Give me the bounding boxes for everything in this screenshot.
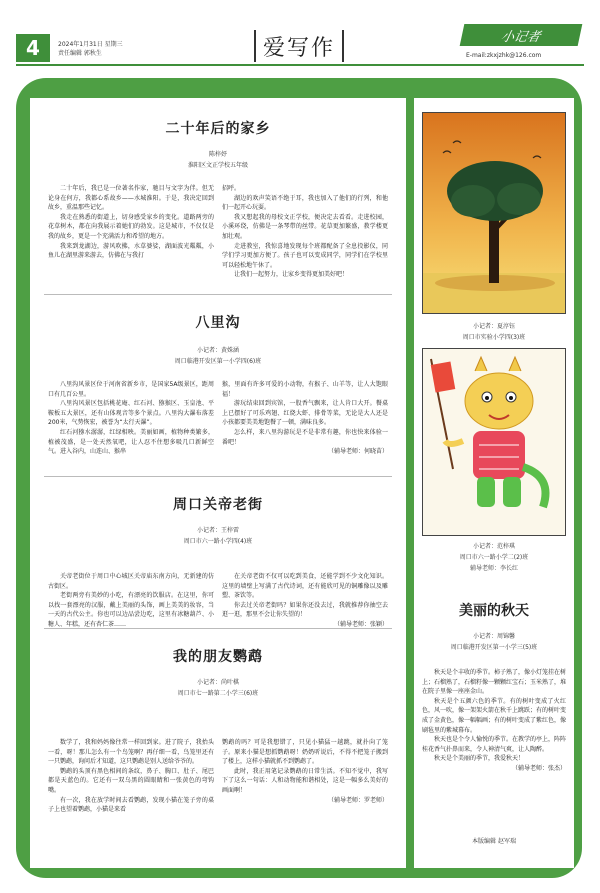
dragon-painting: [422, 348, 566, 536]
paragraph: 鹦鹉的吗？可是我想错了，只见小猫猛一越跳，就扑向了笼子。原来小猫是想抓鹦鹉呀！奶奶听说后，不得不把笼子搬到了楼上，这样小猫就抓不到鹦鹉了。: [222, 739, 388, 766]
paragraph: 你去过关帝老街吗？如果你还没去过，我就推荐你抽空去逛一逛，那里不会让你失望的！: [222, 601, 388, 619]
sunset-tree-painting: [422, 112, 566, 314]
paragraph: 我又想起我的母校文正学校，便决定去看看。走进校园，小溪环绕，仿佛是一条琴带的丝带。花草更加繁盛，教学楼更加壮观。: [222, 213, 388, 240]
painting-2-teacher: 辅导老师：李长红: [469, 565, 518, 572]
teacher-signature: （辅导老师：何晓苗）: [327, 448, 388, 456]
teacher-signature: （辅导老师：张颖）: [333, 620, 388, 628]
article-2-author: 小记者：黄姝涵: [196, 347, 239, 354]
paragraph: 湖边的欢声笑语不绝于耳，我也加入了他们的行列，和他们一起开心玩耍。: [222, 194, 388, 212]
paragraph: 走进教室，我惊喜地发现每个班都配备了全息投影仪，同学们学习更加方便了。孩子也可以变成同学，同学们在学校里可以轻松地午休了。: [222, 242, 388, 269]
articles-panel: [30, 98, 406, 868]
paragraph: 在关帝老街不仅可以吃到美食，还能学到不少文化知识。这里的墙壁上写满了古代诗词，还有能欣可见的铜雕像以及雕塑、茶饮等。: [222, 573, 388, 600]
article-4-school: 周口市七一路第二小学三(6)班: [177, 690, 259, 697]
sunset-tree-icon: [423, 113, 566, 314]
article-2-title: 八里沟: [195, 315, 241, 331]
poem-author: 小记者：周锦馨: [472, 633, 515, 640]
paragraph: 怎么样，来八里沟游玩是不是非常有趣，你也快来体验一番吧！: [222, 428, 388, 446]
poem-title: 美丽的秋天: [459, 603, 529, 619]
paragraph: 我走在熟悉的街道上，切身感受家乡的变化。道路两旁的花草树木，都在向我展示着她们的勃发。这是城市，不仅仅是我的故乡，更是一个充满活力和希望的地方。: [48, 213, 214, 240]
article-4-author: 小记者：尚叶棋: [196, 679, 239, 686]
header-rule: [16, 64, 584, 66]
article-1-col-1: [48, 184, 214, 261]
article-3-col-1: [48, 572, 214, 630]
article-3-author: 小记者：王梓雷: [196, 527, 239, 534]
divider: [44, 294, 392, 295]
paragraph: 招呼。: [222, 185, 241, 192]
article-4-title: 我的朋友鹦鹉: [173, 649, 263, 665]
article-2-col-2: [222, 380, 388, 457]
article-4-col-2: [222, 738, 388, 805]
paragraph: 老街两旁有美妙的小吃，有漂亮的饮服店。在这里，你可以找一套漂亮的汉服，戴上美丽的头饰，画上美美的妆容，当一天的古代公主。你也可以边品尝边吃，这里有冰糖葫芦、小糖人、年糕，还有杏仁茶……: [48, 592, 214, 628]
paragraph: 有一次，我在放学时间去看鹦鹉，发现小猫在笼子旁的桌子上也望着鹦鹉，小猫是来看: [48, 796, 214, 814]
paragraph: 秋天是个美丽的季节，我爱秋天！: [434, 755, 525, 763]
article-1-school: 淮阳区文正学校五年级: [187, 162, 248, 169]
painting-2-credit: 小记者：范梓琪: [472, 543, 515, 550]
paragraph: 秋天是个五颜六色的季节。有的树叶变成了火红色，风一吹，像一架架火箭在秋千上跳跃；有的树叶变成了金黄色，像一幅幅画；有的树叶变成了紫红色，像刷毡里的紫城幕布。: [422, 697, 567, 734]
dragon-icon: [423, 349, 566, 536]
paragraph: 让我们一起努力，让家乡变得更加美好吧！: [234, 271, 349, 279]
article-3-col-2: [222, 572, 388, 630]
paragraph: 红石河猕水潺潺，红绿相映。美丽如画，植物种类繁多，植被茂盛，是一处天然氧吧，让人忍不住想多吸几口新鲜空气。进入谷内，山连山、猴串: [48, 428, 214, 456]
paragraph: 关帝老街位于周口中心城区关帝庙东南方向，无新建的仿古街区。: [48, 573, 214, 590]
article-1-title: 二十年后的家乡: [165, 121, 271, 137]
teacher-signature: （辅导老师：罗老师）: [327, 796, 388, 804]
publication-date: [58, 40, 123, 58]
paragraph: 游玩结束回到宾馆，一股香气飘来，让人肯口大开。餐桌上已摆好了可乐鸡翅、红烧大虾、排骨等菜，无论是大人还是小孩都要美美地饱餐了一顿，满味良多。: [222, 400, 388, 427]
paragraph: 猴，里面有许多可爱的小动物，有猴子、山羊等，让人大饱眼福！: [222, 381, 388, 398]
paragraph: 我来到龙湖边，游风吹拂，水草婆娑，湖面波光粼粼，小鱼儿在湖里游来游去，仿佛在与我打: [48, 242, 214, 260]
divider: [44, 476, 392, 477]
article-2-col-1: [48, 380, 214, 457]
article-3-school: 周口市六一路小学四(4)班: [183, 538, 253, 545]
paragraph: 鹦鹉的头顶有黑色相间的条纹，鼻子、胸口、肚子、尾巴都是天蓝色的。它还有一双乌黑的圆眼睛和一张黄色的弯钩嘴。: [48, 767, 214, 794]
paragraph: 八里沟风景区包括桃花庵、红石河、猕猴区、玉皇池、平鞍板五大景区，还有山体观音等多个景点。八里沟大瀑布落差200米，气势恢宏，被誉为“太行天瀑”。: [48, 400, 214, 427]
column-title: 爱写作: [254, 30, 344, 62]
divider: [44, 628, 392, 629]
article-1-col-2: [222, 184, 388, 280]
contact-email: E-mail:zkxjzhk@126.com: [466, 52, 542, 59]
sidebar-panel: [414, 98, 574, 868]
paragraph: 此时，我正用笔记录鹦鹉的日常生活。不知不觉中，我写下了这么一句话：人和动物能和谐相处，这是一幅多么美好的画面啊！: [222, 767, 388, 794]
page-number: 4: [16, 34, 50, 62]
paragraph: 秋天是个丰收的季节。柿子熟了，像小灯笼挂在树上；石榴熟了，石榴籽像一颗颗红宝石；玉米熟了，堆在院子里像一座座金山。: [422, 669, 567, 696]
article-1-author: 陈梓妤: [208, 151, 227, 158]
poem-school: 周口临港开发区第一小学三(5)班: [450, 644, 538, 651]
page-header: [0, 0, 600, 68]
painting-2-school: 周口市六一路小学二(2)班: [459, 554, 529, 561]
poem-body: [422, 668, 566, 774]
teacher-signature: （辅导老师：张杰）: [511, 764, 566, 772]
article-3-title: 周口关帝老街: [173, 497, 263, 513]
paragraph: 八里沟风景区位于河南省新乡市，是国家5A级景区，距周口有几百公里。: [48, 381, 214, 398]
paragraph: 数学了，我和妈妈像往常一样回到家。进了院子，我抬头一看，呀！那儿怎么有一个鸟笼啊？再仔细一看，鸟笼里还有一只鹦鹉，询问后才知道，这只鹦鹉是别人送给爷爷的。: [48, 739, 214, 766]
brand-logo: 小记者: [460, 24, 583, 46]
paragraph: 秋天也是个令人愉悦的季节。在教学的亭上，阵阵桂花香气扑鼻而来，令人神清气爽，让人陶醉。: [422, 736, 567, 753]
painting-1-credit: 小记者：夏淳钰: [472, 323, 515, 330]
editor-in-charge: 责任编辑 郭秋生: [58, 50, 102, 57]
page-editor: 本版编辑 赵军瑞: [472, 838, 516, 845]
date-line: 2024年1月31日 星期三: [58, 41, 123, 48]
painting-1-school: 周口市实验小学四(3)班: [462, 334, 526, 341]
paragraph: 二十年后，我已是一位著名作家，驰目与文字为伴。但无论身在何方，我都心系故乡——水城淮阳。于是，我决定回到故乡，重温那些记忆。: [48, 185, 214, 212]
article-4-col-1: [48, 738, 214, 815]
article-2-school: 周口临港开发区第一小学四(6)班: [174, 358, 262, 365]
